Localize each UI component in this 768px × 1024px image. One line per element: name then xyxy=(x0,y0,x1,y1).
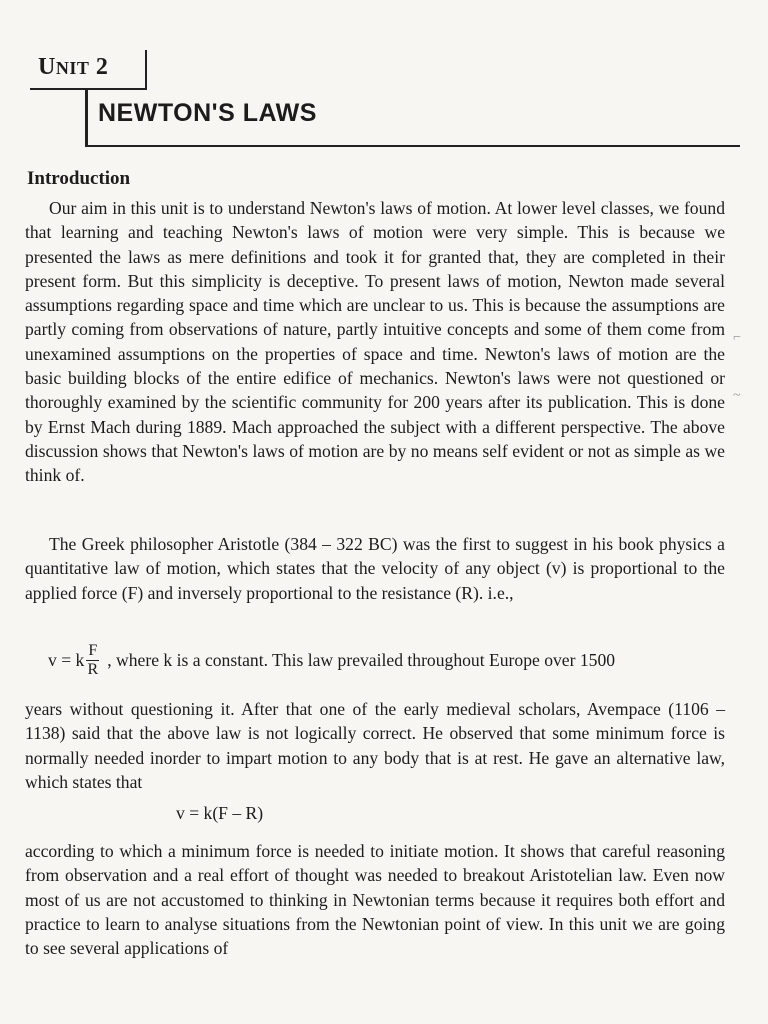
paragraph-conclusion xyxy=(25,839,725,960)
paragraph-text: according to which a minimum force is needed to initiate motion. It shows that careful reasoning from observation and a real effort of thought was needed to breakout Aristotelian law. Even now most of us are not accustomed to thinking in Newtonian terms because it requires both effort and practice to learn to analyse situations from the Newtonian point of view. In this unit we are going to see several applications of xyxy=(25,841,725,959)
chapter-title: NEWTON'S LAWS xyxy=(98,99,317,127)
fraction-denominator: R xyxy=(87,661,99,678)
paragraph-text: years without questioning it. After that one of the early medieval scholars, Avempace (1106 – 1138) said that the above law is not logically correct. He observed that some minimum force is normally needed inorder to impart motion to any body that is at rest. He gave an alternative law, which states that xyxy=(25,699,725,792)
equation-avempace: v = k(F – R) xyxy=(176,803,264,823)
unit-label xyxy=(38,54,108,81)
unit-number: 2 xyxy=(95,54,109,80)
paragraph-aristotle xyxy=(25,532,725,605)
margin-mark: ⌐ xyxy=(733,330,741,345)
paragraph-text: The Greek philosopher Aristotle (384 – 322 BC) was the first to suggest in his book physics a quantitative law of motion, which states that the velocity of any object (v) is proportional to the applied force (F) and inversely proportional to the resistance (R). i.e., xyxy=(25,534,725,603)
fraction-numerator: F xyxy=(88,642,98,659)
fraction xyxy=(86,642,99,679)
section-heading: Introduction xyxy=(27,168,131,189)
equation-lhs: v = k xyxy=(48,650,85,670)
unit-divider-vertical xyxy=(145,50,147,90)
unit-divider-horizontal xyxy=(30,88,146,90)
title-divider-vertical xyxy=(85,88,88,146)
unit-prefix-rest: NIT xyxy=(55,58,90,78)
paragraph-avempace xyxy=(25,697,725,794)
paragraph-text: Our aim in this unit is to understand Newton's laws of motion. At lower level classes, we found that learning and teaching Newton's laws of motion were very simple. This is because we presented the laws as mere definitions and took it for granted that, they are completed in their present form. But this simplicity is deceptive. To present laws of motion, Newton made several assumptions regarding space and time which are unclear to us. This is because the assumptions are partly coming from observations of nature, partly intuitive concepts and some of them come from unexamined assumptions on the properties of space and time. Newton's laws of motion are the basic building blocks of the entire edifice of mechanics. Newton's laws were not questioned or thoroughly examined by the scientific community for 200 years after its publication. This is done by Ernst Mach during 1889. Mach approached the subject with a different perspective. The above discussion shows that Newton's laws of motion are by no means self evident or not as simple as we think of. xyxy=(25,198,725,486)
title-divider-horizontal xyxy=(85,145,740,147)
equation-trailing-text: , where k is a constant. This law prevailed throughout Europe over 1500 xyxy=(107,650,616,670)
equation-aristotle xyxy=(48,642,615,679)
margin-mark: ~ xyxy=(733,388,741,403)
unit-prefix-initial: U xyxy=(38,54,56,80)
paragraph-intro xyxy=(25,196,725,488)
